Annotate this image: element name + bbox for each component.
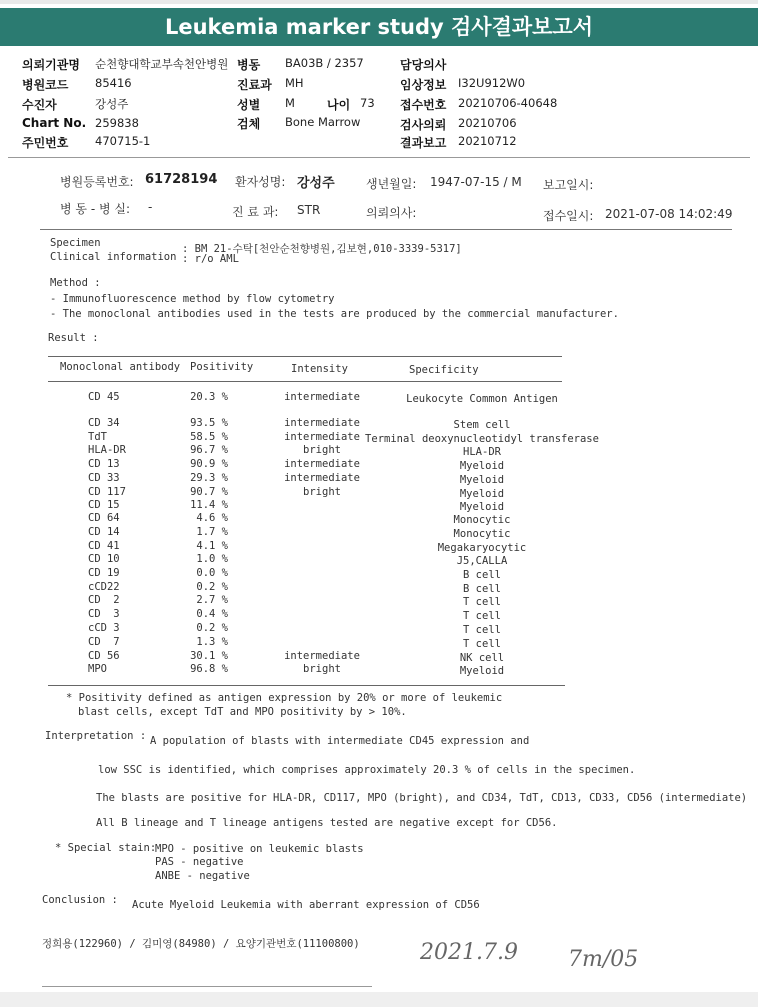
row-specificity: Myeloid [459, 474, 505, 486]
clinical-info-label: Clinical information [50, 251, 177, 263]
reg-value: 61728194 [145, 172, 218, 187]
report-label: 결과보고 [400, 136, 447, 150]
specimen-label: Specimen [50, 237, 101, 249]
clinical-label: 임상정보 [400, 78, 447, 92]
table-bottom-rule [48, 685, 565, 686]
method-line-1: - Immunofluorescence method by flow cytometry [50, 293, 335, 305]
row-positivity: 58.5 % [190, 431, 228, 443]
interpretation-line-2: low SSC is identified, which comprises approximately 20.3 % of cells in the specimen. [98, 764, 636, 776]
row-antibody: CD 45 [88, 391, 120, 403]
row-specificity: HLA-DR [463, 446, 501, 458]
col-positivity: Positivity [190, 361, 254, 373]
row-positivity: 96.7 % [190, 444, 228, 456]
conclusion-label: Conclusion : [42, 894, 118, 906]
row-specificity: Monocytic [453, 528, 511, 540]
bottom-rule [42, 986, 372, 987]
handwritten-initials: 7m/05 [568, 947, 639, 972]
row-antibody: CD 33 [88, 472, 120, 484]
footnote-line-1: * Positivity defined as antigen expression by 20% or more of leukemic [66, 692, 503, 704]
table-header-rule [48, 381, 562, 382]
ward-value: BA03B / 2357 [285, 56, 364, 70]
patient-label: 수진자 [22, 98, 57, 112]
report-value: 20210712 [458, 134, 517, 148]
signers: 정희용(122960) / 김미영(84980) / 요양기관번호(11100800) [42, 938, 360, 950]
table-top-rule [48, 356, 562, 357]
row-positivity: 90.7 % [190, 486, 228, 498]
method-label: Method : [50, 277, 101, 289]
request-label: 검사의뢰 [400, 118, 447, 132]
result-label: Result : [48, 332, 99, 344]
special-stain-anbe: ANBE - negative [155, 870, 250, 882]
interpretation-line-1: A population of blasts with intermediate CD45 expression and [150, 735, 530, 747]
row-positivity: 4.1 % [196, 540, 228, 552]
chart-value: 259838 [95, 116, 139, 130]
row-specificity: NK cell [459, 652, 505, 664]
row-positivity: 29.3 % [190, 472, 228, 484]
name-label: 환자성명: [235, 175, 286, 189]
report-title: Leukemia marker study 검사결과보고서 [0, 8, 758, 46]
row-antibody: CD 15 [88, 499, 120, 511]
row-specificity: J5,CALLA [456, 555, 508, 567]
reg-label: 병원등록번호: [60, 175, 134, 189]
received-label: 접수일시: [543, 209, 594, 223]
row-intensity: intermediate [284, 417, 360, 429]
row-antibody: CD 13 [88, 458, 120, 470]
age-label: 나이 [327, 98, 351, 112]
row-antibody: CD 2 [88, 594, 120, 606]
specimen-value: Bone Marrow [285, 115, 361, 129]
dob-label: 생년월일: [366, 177, 417, 191]
top-border [0, 0, 758, 4]
doctor-label: 담당의사 [400, 58, 447, 72]
special-stain-pas: PAS - negative [155, 856, 244, 868]
row-specificity: Monocytic [453, 514, 511, 526]
code-value: 85416 [95, 76, 132, 90]
id-value: 470715-1 [95, 134, 151, 148]
ward-label: 병동 [237, 58, 261, 72]
row-antibody: CD 14 [88, 526, 120, 538]
sex-value: M [285, 96, 295, 110]
dept-strip-label: 진 료 과: [232, 205, 279, 219]
row-positivity: 1.7 % [196, 526, 228, 538]
row-specificity: Myeloid [459, 665, 505, 677]
handwritten-date: 2021.7.9 [420, 940, 518, 965]
row-antibody: TdT [88, 431, 107, 443]
received-value: 2021-07-08 14:02:49 [605, 207, 733, 221]
row-antibody: CD 7 [88, 636, 120, 648]
row-specificity: B cell [463, 569, 501, 581]
row-specificity: B cell [463, 583, 501, 595]
row-positivity: 93.5 % [190, 417, 228, 429]
row-specificity: Leukocyte Common Antigen [406, 393, 558, 405]
row-positivity: 11.4 % [190, 499, 228, 511]
row-intensity: intermediate [284, 458, 360, 470]
row-intensity: intermediate [284, 391, 360, 403]
row-specificity: Myeloid [459, 488, 505, 500]
row-positivity: 96.8 % [190, 663, 228, 675]
physician-label: 의뢰의사: [366, 206, 417, 220]
receipt-value: 20210706-40648 [458, 96, 558, 110]
row-positivity: 20.3 % [190, 391, 228, 403]
interpretation-line-4: All B lineage and T lineage antigens tested are negative except for CD56. [96, 817, 558, 829]
row-intensity: intermediate [284, 650, 360, 662]
ward-room-label: 병 동 - 병 실: [60, 202, 130, 216]
row-positivity: 4.6 % [196, 512, 228, 524]
request-value: 20210706 [458, 116, 517, 130]
row-specificity: Myeloid [459, 460, 505, 472]
age-value: 73 [360, 96, 375, 110]
row-antibody: MPO [88, 663, 107, 675]
footnote-line-2: blast cells, except TdT and MPO positivity by > 10%. [78, 706, 407, 718]
dept-value: MH [285, 76, 304, 90]
row-positivity: 2.7 % [196, 594, 228, 606]
report-date-label: 보고일시: [543, 178, 594, 192]
dob-value: 1947-07-15 / M [430, 175, 522, 189]
clinical-info-value: : r/o AML [182, 253, 239, 265]
hospital-value: 순천향대학교부속천안병원 [95, 57, 229, 71]
row-antibody: CD 10 [88, 553, 120, 565]
row-antibody: cCD22 [88, 581, 120, 593]
row-positivity: 1.0 % [196, 553, 228, 565]
row-antibody: CD 64 [88, 512, 120, 524]
clinical-value: I32U912W0 [458, 76, 526, 90]
patient-divider [40, 229, 732, 230]
row-positivity: 0.4 % [196, 608, 228, 620]
row-positivity: 1.3 % [196, 636, 228, 648]
row-antibody: HLA-DR [88, 444, 126, 456]
row-antibody: CD 41 [88, 540, 120, 552]
receipt-label: 접수번호 [400, 98, 447, 112]
col-antibody: Monoclonal antibody [60, 361, 181, 373]
method-line-2: - The monoclonal antibodies used in the tests are produced by the commercial manufacturer. [50, 308, 619, 320]
interpretation-line-3: The blasts are positive for HLA-DR, CD117, MPO (bright), and CD34, TdT, CD13, CD33, CD56 (intermediate) [96, 792, 748, 804]
row-antibody: cCD 3 [88, 622, 120, 634]
special-stain-label: * Special stain: [55, 842, 157, 854]
code-label: 병원코드 [22, 78, 69, 92]
header-divider [8, 157, 750, 158]
row-specificity: T cell [463, 596, 501, 608]
specimen-value: : BM 21-수탁[천안순천향병원,김보현,010-3339-5317] [182, 243, 462, 255]
col-intensity: Intensity [291, 363, 348, 375]
special-stain-mpo: MPO - positive on leukemic blasts [155, 843, 364, 855]
row-intensity: bright [303, 486, 341, 498]
row-antibody: CD 56 [88, 650, 120, 662]
row-specificity: Terminal deoxynucleotidyl transferase [365, 433, 599, 445]
row-antibody: CD 3 [88, 608, 120, 620]
chart-label: Chart No. [22, 116, 87, 130]
row-positivity: 30.1 % [190, 650, 228, 662]
row-specificity: T cell [463, 624, 501, 636]
ward-room-value: - [148, 200, 153, 214]
conclusion-value: Acute Myeloid Leukemia with aberrant expression of CD56 [132, 899, 480, 911]
row-positivity: 0.0 % [196, 567, 228, 579]
interpretation-label: Interpretation : [45, 730, 147, 742]
row-specificity: Megakaryocytic [437, 542, 527, 554]
name-value: 강성주 [297, 176, 335, 191]
footer-band [0, 992, 758, 1007]
hospital-label: 의뢰기관명 [22, 58, 80, 72]
row-intensity: intermediate [284, 431, 360, 443]
row-specificity: T cell [463, 610, 501, 622]
row-positivity: 0.2 % [196, 622, 228, 634]
col-specificity: Specificity [409, 364, 479, 376]
patient-value: 강성주 [95, 97, 129, 111]
row-specificity: Myeloid [459, 501, 505, 513]
dept-label: 진료과 [237, 78, 272, 92]
row-antibody: CD 34 [88, 417, 120, 429]
row-antibody: CD 117 [88, 486, 126, 498]
sex-label: 성별 [237, 98, 261, 112]
row-specificity: T cell [463, 638, 501, 650]
row-positivity: 90.9 % [190, 458, 228, 470]
row-positivity: 0.2 % [196, 581, 228, 593]
row-intensity: bright [303, 663, 341, 675]
dept-strip-value: STR [297, 203, 321, 217]
specimen-label: 검체 [237, 117, 261, 131]
row-intensity: intermediate [284, 472, 360, 484]
id-label: 주민번호 [22, 136, 69, 150]
row-antibody: CD 19 [88, 567, 120, 579]
row-specificity: Stem cell [453, 419, 511, 431]
row-intensity: bright [303, 444, 341, 456]
